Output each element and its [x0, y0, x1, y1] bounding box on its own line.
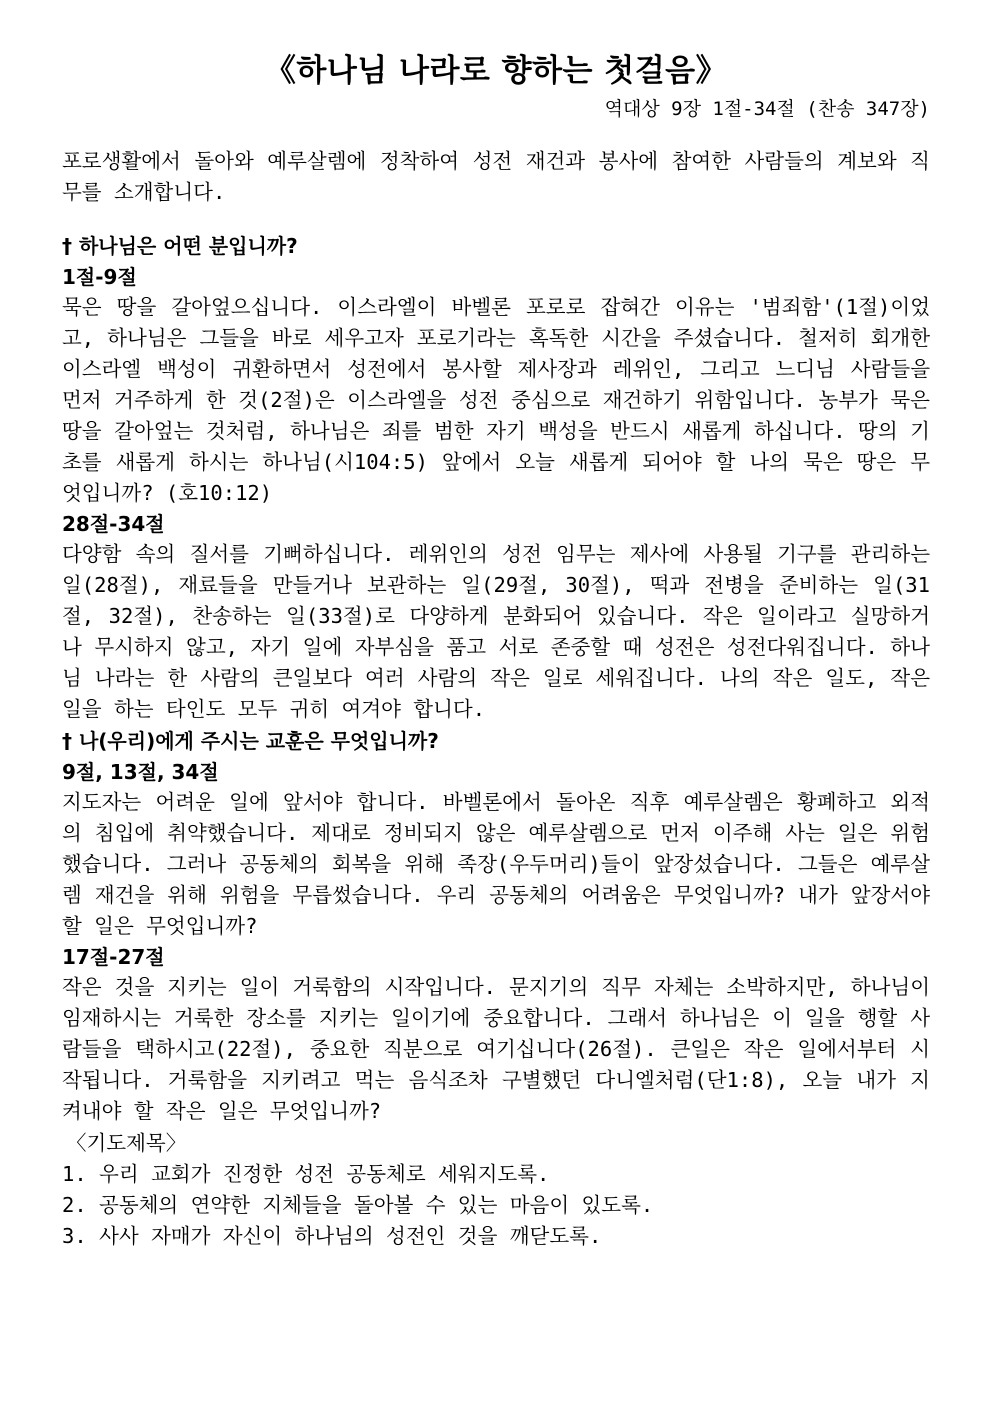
intro-paragraph: 포로생활에서 돌아와 예루살렘에 정착하여 성전 재건과 봉사에 참여한 사람들의 계보와 직무를 소개합니다. [62, 149, 930, 204]
prayer-item-3: 3. 사사 자매가 자신이 하나님의 성전인 것을 깨닫도록. [62, 1224, 602, 1248]
verse-range-9-13-34: 9절, 13절, 34절 [62, 760, 219, 784]
verse-range-17-27: 17절-27절 [62, 945, 165, 969]
page-title: 《하나님 나라로 향하는 첫걸음》 [264, 53, 728, 89]
paragraph-9-13-34: 지도자는 어려운 일에 앞서야 합니다. 바벨론에서 돌아온 직후 예루살렘은 황폐하고 외적의 침입에 취약했습니다. 제대로 정비되지 않은 예루살렘으로 먼저 이주해 사는 일은 위험했습니다. 그러나 공동체의 회복을 위해 족장(우두머리)들이 앞장섰습니다. 그들은 예루살렘 재건을 위해 위험을 무릅썼습니다. 우리 공동체의 어려움은 무엇입니까? 내가 앞장서야 할 일은 무엇입니까? [62, 790, 930, 938]
verse-range-28-34: 28절-34절 [62, 512, 165, 536]
prayer-item-2: 2. 공동체의 연약한 지체들을 돌아볼 수 있는 마음이 있도록. [62, 1193, 654, 1217]
scripture-reference: 역대상 9장 1절-34절 (찬송 347장) [604, 98, 930, 120]
paragraph-28-34: 다양함 속의 질서를 기뻐하십니다. 레위인의 성전 임무는 제사에 사용될 기구를 관리하는 일(28절), 재료들을 만들거나 보관하는 일(29절, 30절), 떡과 전병을 준비하는 일(31절, 32절), 찬송하는 일(33절)로 다양하게 분화되어 있습니다. 작은 일이라고 실망하거나 무시하지 않고, 자기 일에 자부심을 품고 서로 존중할 때 성전은 성전다워집니다. 하나님 나라는 한 사람의 큰일보다 여러 사람의 작은 일로 세워집니다. 나의 작은 일도, 작은 일을 하는 타인도 모두 귀히 여겨야 합니다. [62, 542, 930, 721]
prayer-heading: 〈기도제목〉 [66, 1131, 187, 1155]
question-heading-2: † 나(우리)에게 주시는 교훈은 무엇입니까? [62, 729, 439, 753]
prayer-list [62, 1159, 930, 1252]
verse-range-1-9: 1절-9절 [62, 265, 137, 289]
paragraph-1-9: 묵은 땅을 갈아엎으십니다. 이스라엘이 바벨론 포로로 잡혀간 이유는 '범죄함'(1절)이었고, 하나님은 그들을 바로 세우고자 포로기라는 혹독한 시간을 주셨습니다. 철저히 회개한 이스라엘 백성이 귀환하면서 성전에서 봉사할 제사장과 레위인, 그리고 느디님 사람들을 먼저 거주하게 한 것(2절)은 이스라엘을 성전 중심으로 재건하기 위함입니다. 농부가 묵은 땅을 갈아엎는 것처럼, 하나님은 죄를 범한 자기 백성을 반드시 새롭게 하십니다. 땅의 기초를 새롭게 하시는 하나님(시104:5) 앞에서 오늘 새롭게 되어야 할 나의 묵은 땅은 무엇입니까? (호10:12) [62, 295, 930, 505]
question-heading-1: † 하나님은 어떤 분입니까? [62, 234, 298, 258]
paragraph-17-27: 작은 것을 지키는 일이 거룩함의 시작입니다. 문지기의 직무 자체는 소박하지만, 하나님이 임재하시는 거룩한 장소를 지키는 일이기에 중요합니다. 그래서 하나님은 이 일을 행할 사람들을 택하시고(22절), 중요한 직분으로 여기십니다(26절). 큰일은 작은 일에서부터 시작됩니다. 거룩함을 지키려고 먹는 음식조차 구별했던 다니엘처럼(단1:8), 오늘 내가 지켜내야 할 작은 일은 무엇입니까? [62, 975, 930, 1123]
prayer-item-1: 1. 우리 교회가 진정한 성전 공동체로 세워지도록. [62, 1162, 550, 1186]
